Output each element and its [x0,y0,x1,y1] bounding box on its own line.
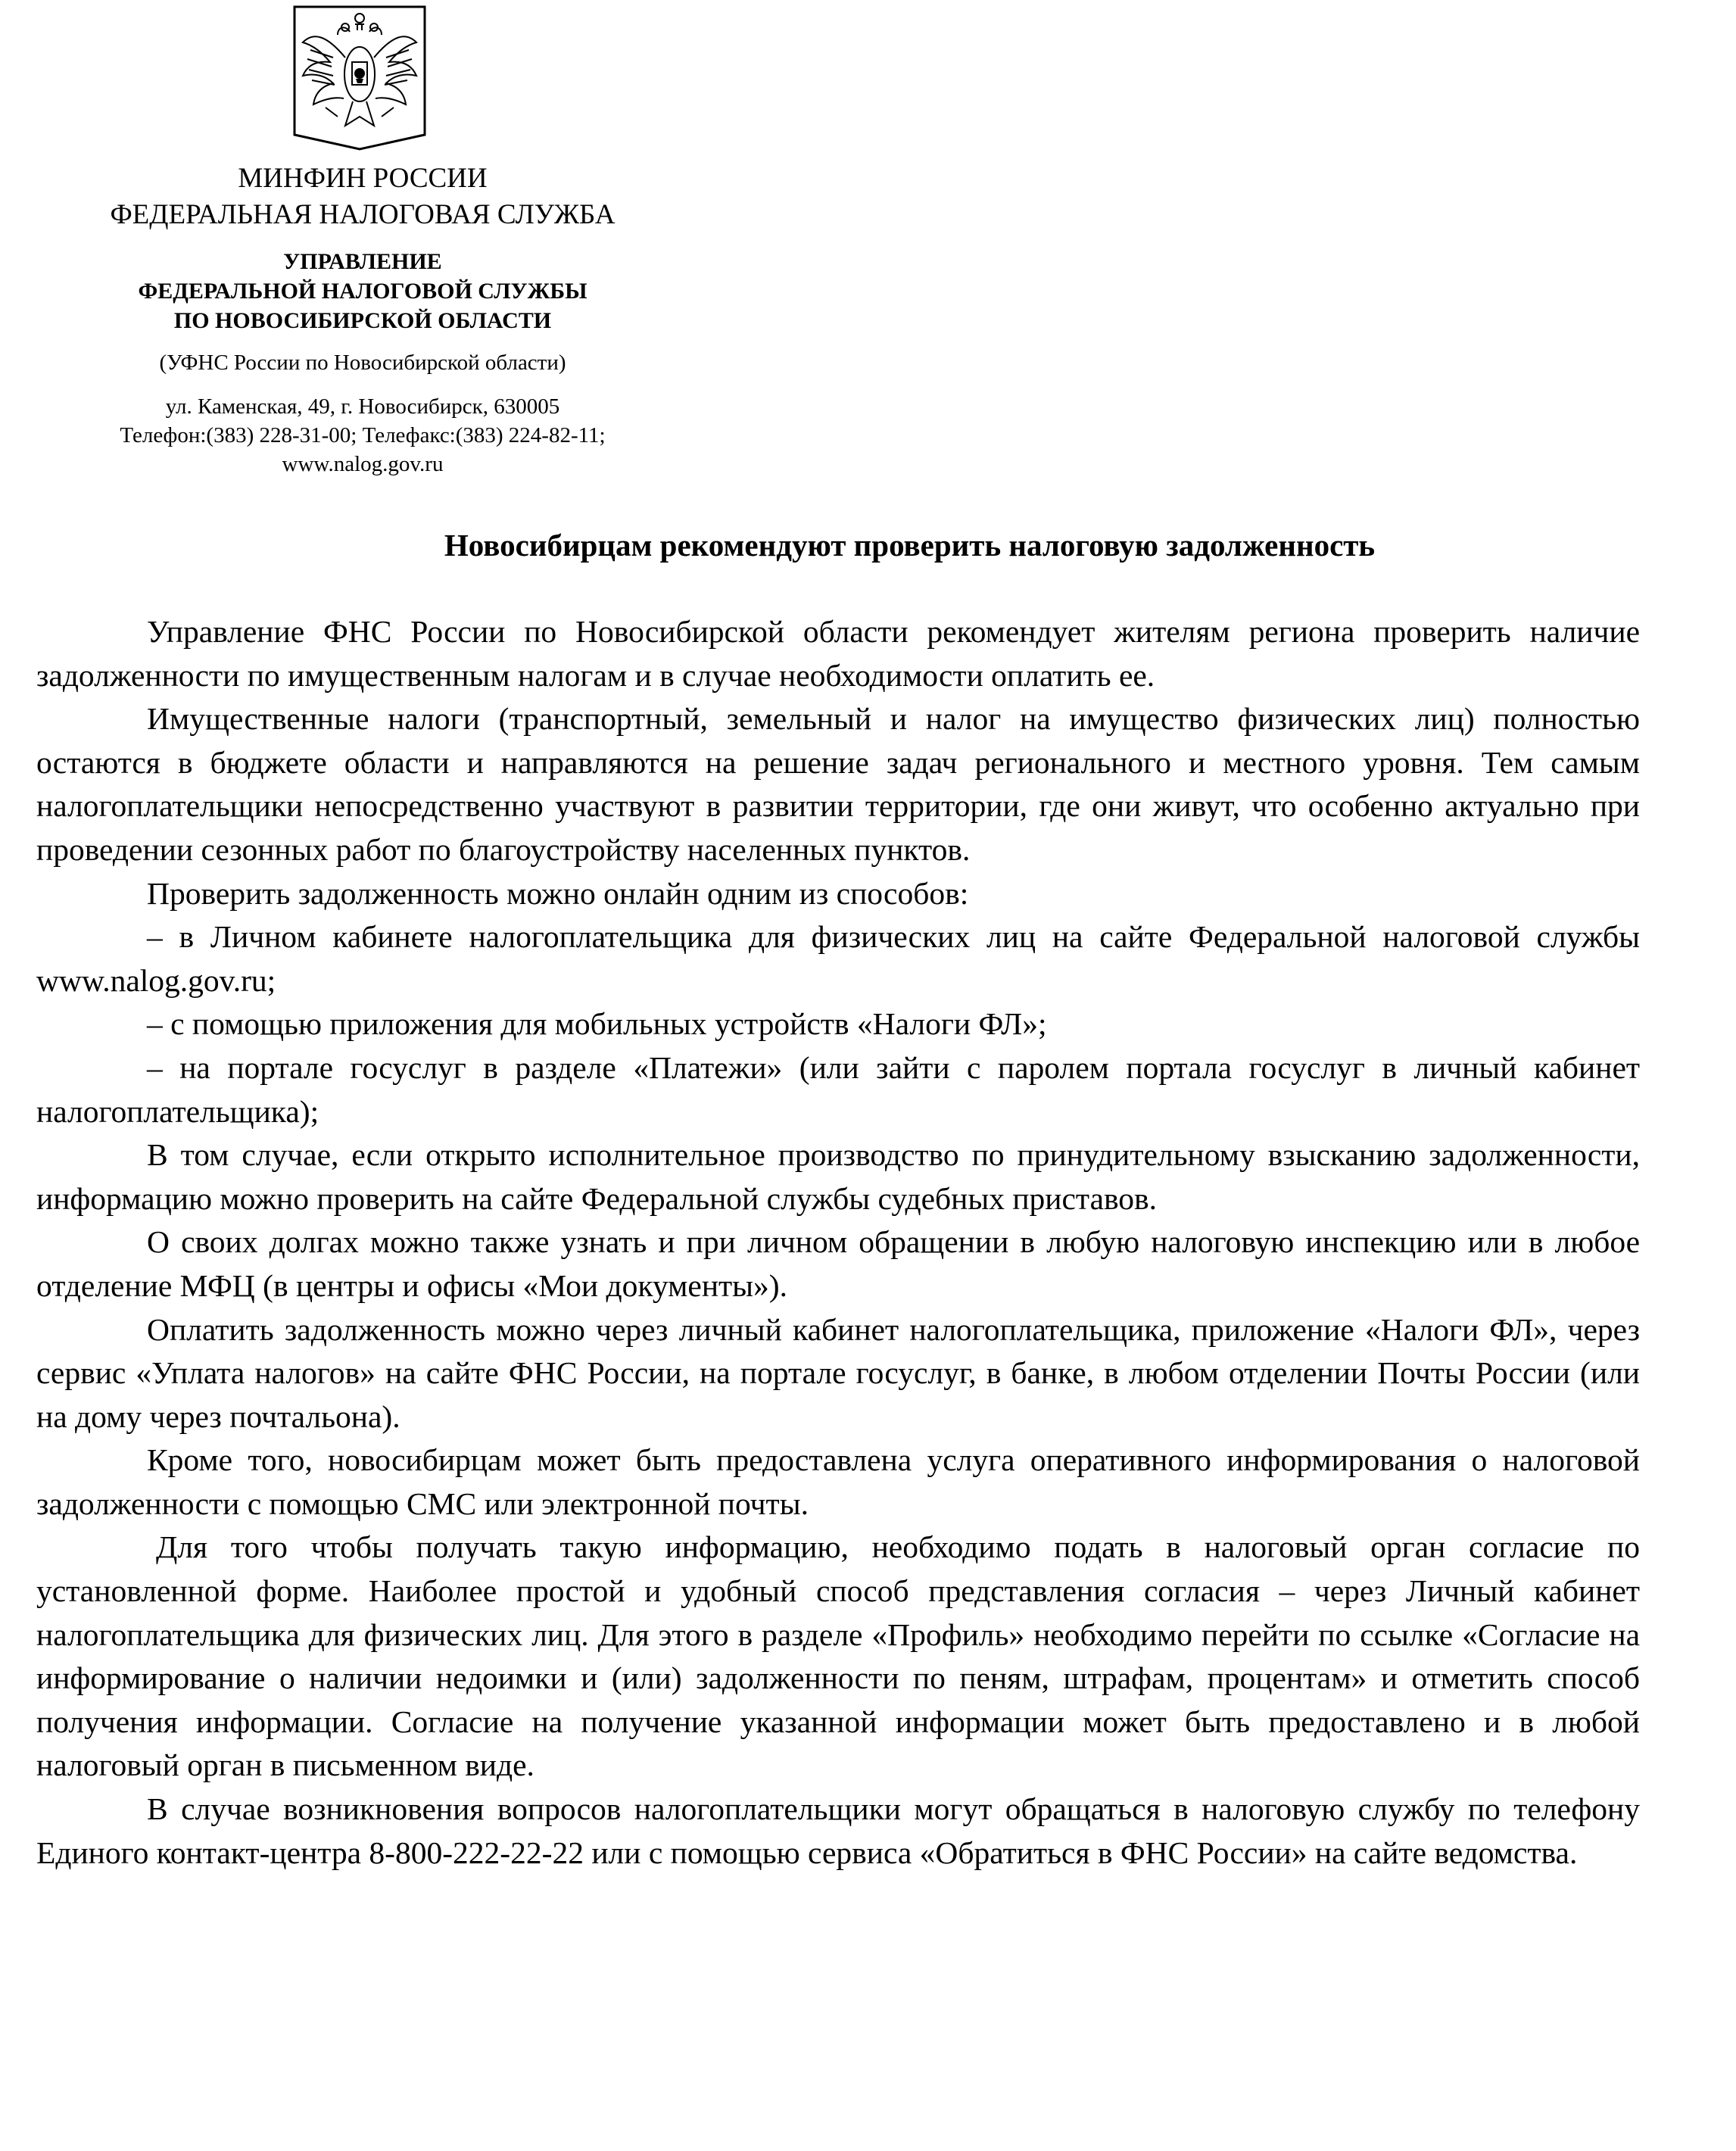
paragraph: Проверить задолженность можно онлайн одним из способов: [147,875,969,911]
document-title: Новосибирцам рекомендуют проверить налоговую задолженность [444,528,1376,563]
paragraph: Имущественные налоги (транспортный, земельный и налог на имущество физических лиц) полностью остаются в бюджете области и направляются на решение задач регионального и местного уровня. Тем самым налогоплательщики непосредственно участвуют в развитии территории, где они живут, что особенно актуально при проведении сезонных работ по благоустройству населенных пунктов. [36,701,1640,867]
paragraph: Оплатить задолженность можно через личный кабинет налогоплательщика, приложение «Налоги ФЛ», через сервис «Уплата налогов» на сайте ФНС России, на портале госуслуг, в банке, в любом отделении Почты России (или на дому через почтальона). [36,1311,1640,1434]
list-item: – в Личном кабинете налогоплательщика для физических лиц на сайте Федеральной налоговой службы www.nalog.gov.ru; [36,919,1640,998]
department-line: УПРАВЛЕНИЕ [283,249,442,274]
department-line: ФЕДЕРАЛЬНОЙ НАЛОГОВОЙ СЛУЖБЫ [138,279,587,304]
paragraph: В случае возникновения вопросов налогоплательщики могут обращаться в налоговую службу по телефону Единого контакт-центра 8-800-222-22-22 или с помощью сервиса «Обратиться в ФНС России» на сайте ведомства. [36,1791,1640,1870]
website-line: www.nalog.gov.ru [282,452,444,476]
address-line: ул. Каменская, 49, г. Новосибирск, 630005 [165,394,560,419]
department-line: ПО НОВОСИБИРСКОЙ ОБЛАСТИ [173,308,552,333]
service-line: ФЕДЕРАЛЬНАЯ НАЛОГОВАЯ СЛУЖБА [110,199,616,230]
department-header [30,247,695,335]
paragraph: Для того чтобы получать такую информацию, необходимо подать в налоговый орган согласие по установленной форме. Наиболее простой и удобный способ представления согласия – через Личный кабинет налогоплательщика для физических лиц. Для этого в разделе «Профиль» необходимо перейти по ссылке «Согласие на информирование о наличии недоимки и (или) задолженности по пеням, штрафам, процентам» и отметить способ получения информации. Согласие на получение указанной информации может быть предоставлено и в любой налоговый орган в письменном виде. [36,1529,1640,1783]
list-item: – с помощью приложения для мобильных устройств «Налоги ФЛ»; [147,1006,1047,1042]
department-short-name: (УФНС России по Новосибирской области) [159,351,566,375]
ministry-header [30,161,695,233]
paragraph: В том случае, если открыто исполнительное производство по принудительному взысканию задолженности, информацию можно проверить на сайте Федеральной службы судебных приставов. [36,1137,1640,1216]
paragraph: Управление ФНС России по Новосибирской области рекомендует жителям региона проверить наличие задолженности по имущественным налогам и в случае необходимости оплатить ее. [36,614,1640,693]
article-body [36,610,1640,1875]
contact-block [30,392,695,479]
coat-of-arms-icon [292,5,427,151]
ministry-line: МИНФИН РОССИИ [238,163,488,194]
paragraph: О своих долгах можно также узнать и при личном обращении в любую налоговую инспекцию или в любое отделение МФЦ (в центры и офисы «Мои документы»). [36,1224,1640,1303]
paragraph: Кроме того, новосибирцам может быть предоставлена услуга оперативного информирования о налоговой задолженности с помощью СМС или электронной почты. [36,1442,1640,1521]
list-item: – на портале госуслуг в разделе «Платежи» (или зайти с паролем портала госуслуг в личный кабинет налогоплательщика); [36,1049,1640,1129]
phone-line: Телефон:(383) 228-31-00; Телефакс:(383) 224-82-11; [120,423,606,447]
